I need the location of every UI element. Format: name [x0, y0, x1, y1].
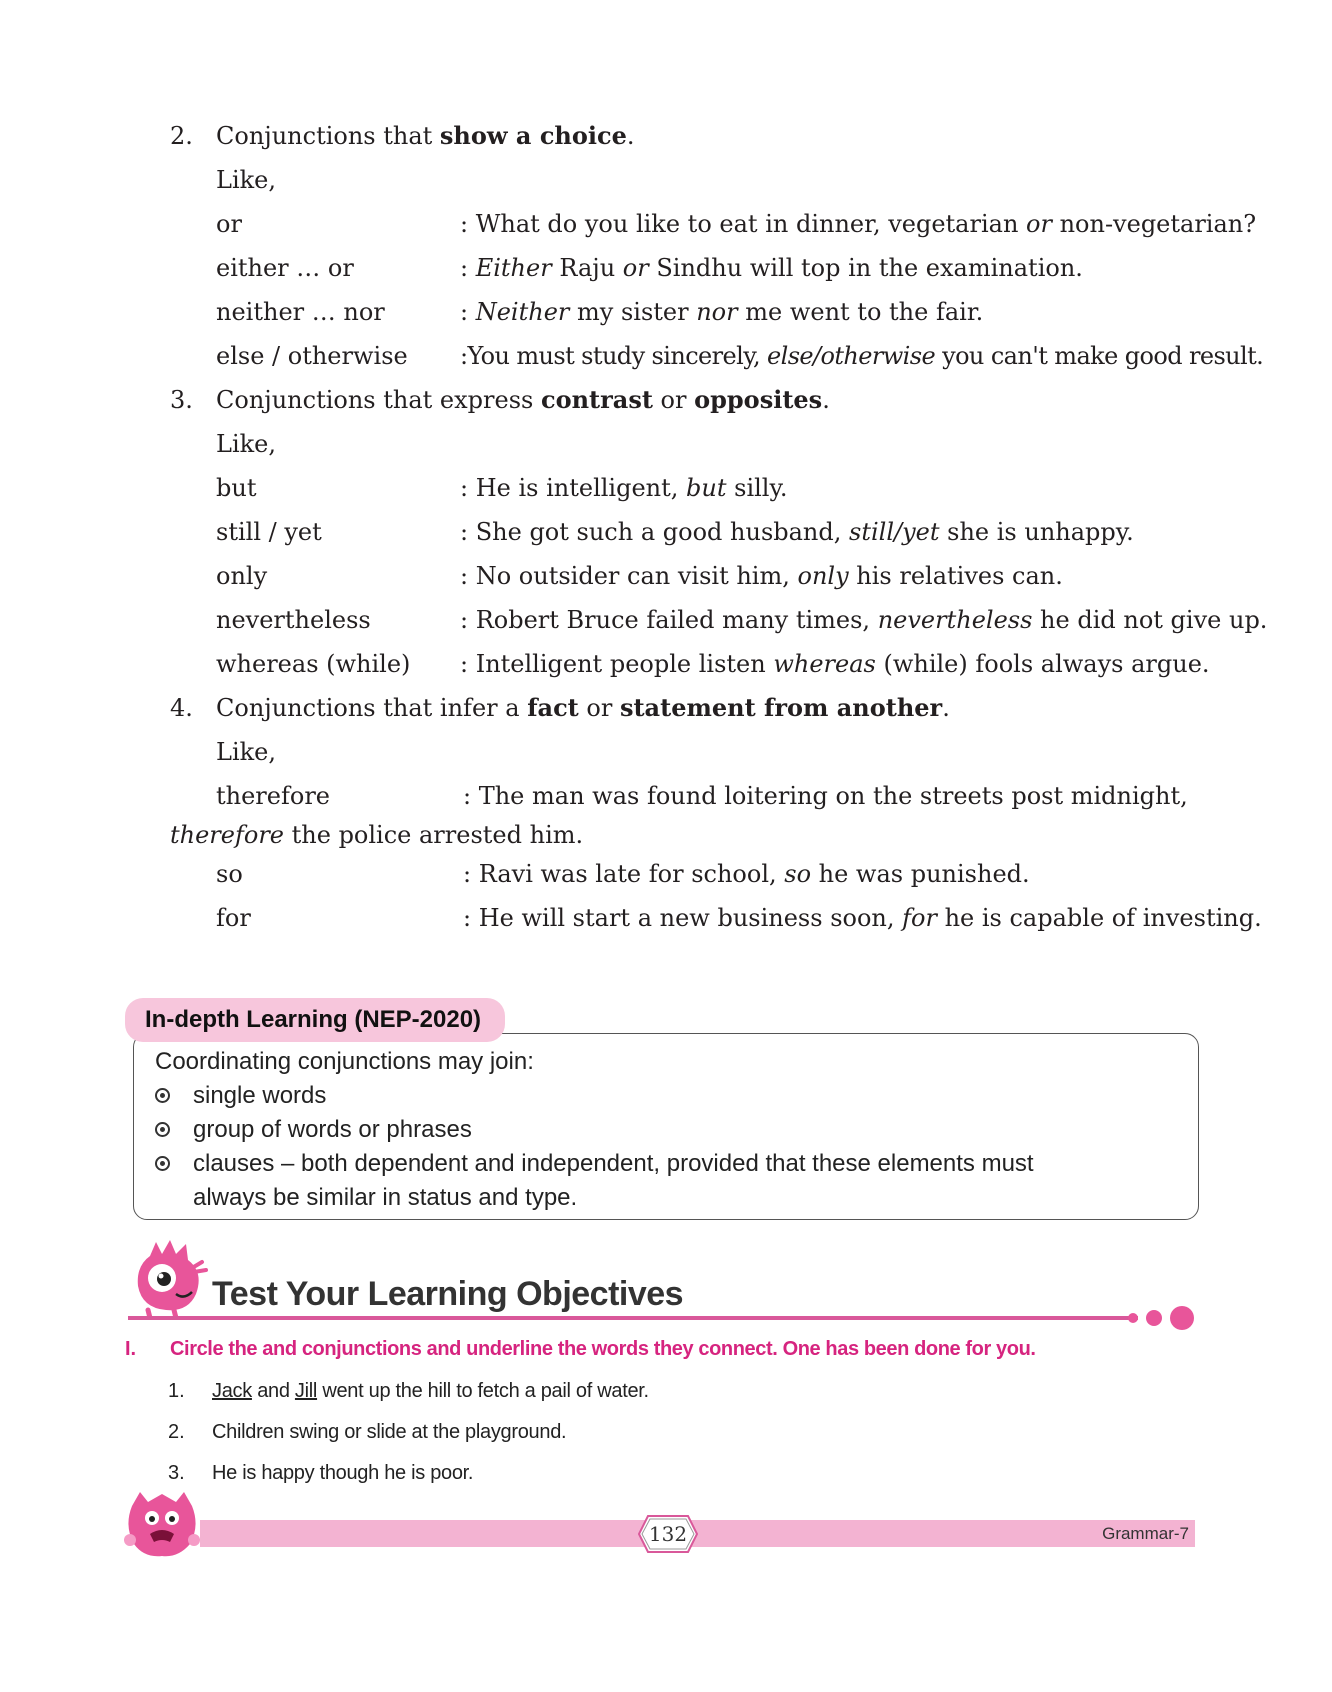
conjunction-term: for	[216, 904, 251, 932]
title-divider	[128, 1316, 1138, 1320]
decorative-dot	[1170, 1306, 1194, 1330]
example-sentence: : What do you like to eat in dinner, vegetarian or non-vegetarian?	[460, 210, 1257, 238]
example-sentence: : He is intelligent, but silly.	[460, 474, 788, 502]
example-sentence: : No outsider can visit him, only his relatives can.	[460, 562, 1063, 590]
conjunction-term: nevertheless	[216, 606, 371, 634]
conjunction-term: either … or	[216, 254, 354, 282]
example-row	[170, 246, 1210, 290]
list-item: clauses – both dependent and independent, provided that these elements must	[155, 1147, 1195, 1181]
example-sentence: : He will start a new business soon, for he is capable of investing.	[463, 904, 1262, 932]
section-contrast	[170, 378, 1268, 686]
conjunction-term: therefore	[216, 782, 330, 810]
example-row	[170, 852, 1210, 896]
key-phrase: opposites	[694, 385, 823, 414]
bullet-icon	[155, 1088, 170, 1103]
example-sentence: : The man was found loitering on the streets post midnight,	[463, 782, 1188, 810]
example-sentence: : Robert Bruce failed many times, nevertheless he did not give up.	[460, 606, 1268, 634]
like-label: Like,	[216, 430, 276, 458]
decorative-dot	[1146, 1310, 1162, 1326]
key-phrase: show a choice	[439, 121, 627, 150]
section-choice	[170, 114, 1264, 378]
section-number: 2.	[170, 122, 193, 150]
test-section-title: Test Your Learning Objectives	[212, 1275, 684, 1313]
example-row	[170, 334, 1264, 378]
conjunction-term: but	[216, 474, 257, 502]
section-number: 3.	[170, 386, 193, 414]
section-heading: 3. Conjunctions that express contrast or opposites.	[170, 378, 1210, 422]
key-phrase: contrast	[540, 385, 653, 414]
list-item: single words	[155, 1079, 1195, 1113]
example-sentence: : Ravi was late for school, so he was punished.	[463, 860, 1030, 888]
example-row	[170, 598, 1268, 642]
example-row	[170, 290, 1210, 334]
bullet-icon	[155, 1122, 170, 1137]
bullet-icon	[155, 1156, 170, 1171]
monster-mascot-icon	[130, 1238, 210, 1318]
key-phrase: fact	[527, 693, 579, 722]
conjunction-term: only	[216, 562, 268, 590]
example-row	[170, 466, 1210, 510]
list-item-continuation: always be similar in status and type.	[193, 1184, 578, 1211]
textbook-page: 2. Conjunctions that show a choice. Like, or : What do you like to eat in dinner, vegetarian or non-vegetarian? either … or : Either Raju or Sindhu will top in the examination. neither … nor : Neither my sister nor me went to the fair. else / otherwise :You must study sincerely, else/otherwise you can't make good result. 3. Conjunctions that express contrast or opposites. Like, but : He is intelligent, but silly. still / yet : She got such a good husband, still/yet she is unhappy. only : No outsider can visit him, only his relatives can. nevertheless : Robert Bruce failed many times, nevertheless he did not give up. whereas (while) : Intelligent people listen whereas (while) fools always argue. 4. Conjunctions that infer a fact or statement from another. Like, therefore : The man was found loitering on the streets post midnight, therefore the police arrested him. so : Ravi was late for school, so he was punished. for : He will start a new business soon, for he is capable of investing. In-depth Learning (NEP-2020) Coordinating conjunctions may join: single words group of words or phrases clauses – both dependent and independent, provided that these elements must always be similar in status and type. Test Your Learning Objectives I. Circle the and conjunctions and underline the words they connect. One has been done for you. 1. Jack and Jill went up the hill to fetch a pail of water. 2. Children swing or slide at the playground. 3. He is happy though he is poor. 132 Grammar-7	[0, 0, 1332, 1692]
conjunction-term: whereas (while)	[216, 650, 411, 678]
conjunction-term: so	[216, 860, 243, 888]
key-phrase: statement from another	[619, 693, 943, 722]
indepth-intro: Coordinating conjunctions may join:	[155, 1048, 534, 1075]
page-number: 132	[648, 1522, 688, 1546]
example-row	[170, 774, 1210, 818]
conjunction-term: else / otherwise	[216, 342, 408, 370]
example-row	[170, 202, 1257, 246]
monster-footer-icon	[122, 1490, 202, 1560]
example-continuation: therefore the police arrested him.	[170, 821, 584, 849]
example-sentence: : She got such a good husband, still/yet she is unhappy.	[460, 518, 1134, 546]
conjunction-term: still / yet	[216, 518, 322, 546]
like-label: Like,	[216, 738, 276, 766]
indepth-content	[155, 1045, 1195, 1215]
example-row	[170, 642, 1210, 686]
decorative-dot	[1128, 1313, 1138, 1323]
section-inference	[170, 686, 1262, 940]
book-label: Grammar-7	[1102, 1524, 1189, 1543]
example-sentence: : Either Raju or Sindhu will top in the examination.	[460, 254, 1083, 282]
indepth-title: In-depth Learning (NEP-2020)	[125, 998, 505, 1042]
like-label: Like,	[216, 166, 276, 194]
example-sentence: : Intelligent people listen whereas (while) fools always argue.	[460, 650, 1210, 678]
example-row	[170, 554, 1210, 598]
example-sentence: : Neither my sister nor me went to the fair.	[460, 298, 984, 326]
conjunction-term: or	[216, 210, 242, 238]
list-item: group of words or phrases	[155, 1113, 1195, 1147]
example-row	[170, 896, 1262, 940]
conjunction-term: neither … nor	[216, 298, 385, 326]
section-heading: 2. Conjunctions that show a choice.	[170, 114, 1210, 158]
section-number: 4.	[170, 694, 193, 722]
example-row	[170, 510, 1210, 554]
section-heading: 4. Conjunctions that infer a fact or statement from another.	[170, 686, 1210, 730]
example-sentence: :You must study sincerely, else/otherwise you can't make good result.	[460, 342, 1264, 370]
